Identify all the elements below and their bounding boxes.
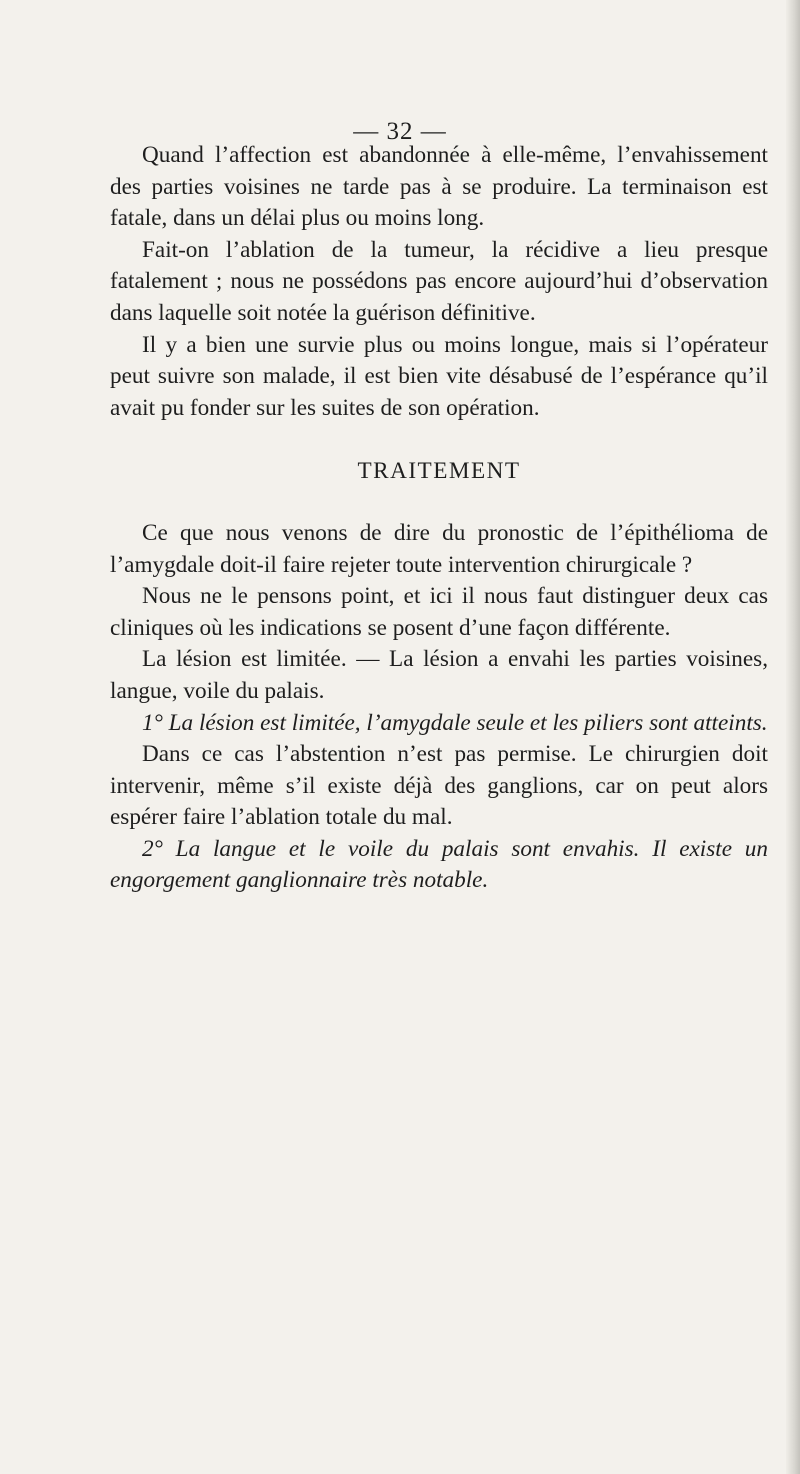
paragraph-1: Quand l’affection est abandonnée à elle-même, l’envahissement des parties voisines ne tarde pas à se produire. La terminaison est fatale, dans un délai plus ou moins long. — [110, 142, 768, 232]
section-paragraph-5: Dans ce cas l’abstention n’est pas permise. Le chirurgien doit intervenir, même s’il existe déjà des ganglions, car on peut alors espérer faire l’ablation totale du mal. — [110, 741, 768, 831]
paragraph-3: Il y a bien une survie plus ou moins longue, mais si l’opérateur peut suivre son malade, il est bien vite désabusé de l’espérance qu’il avait pu fonder sur les suites de son opération. — [110, 331, 768, 421]
page-edge-shadow — [786, 0, 800, 1474]
section-paragraph-2: Nous ne le pensons point, et ici il nous faut distinguer deux cas cliniques où les indications se posent d’une façon différente. — [110, 583, 768, 641]
page-number: — 32 — — [353, 118, 447, 145]
section-paragraph-4: 1° La lésion est limitée, l’amygdale seule et les piliers sont atteints. — [142, 709, 768, 736]
body-text — [110, 140, 768, 897]
section-heading: TRAITEMENT — [357, 458, 521, 485]
section-paragraph-3: La lésion est limitée. — La lésion a envahi les parties voisines, langue, voile du palais. — [110, 646, 768, 704]
section-paragraph-6: 2° La langue et le voile du palais sont envahis. Il existe un engorgement ganglionnaire très notable. — [110, 835, 768, 894]
section-paragraph-1: Ce que nous venons de dire du pronostic de l’épithélioma de l’amygdale doit-il faire rejeter toute intervention chirurgicale ? — [110, 519, 768, 578]
paragraph-2: Fait-on l’ablation de la tumeur, la récidive a lieu presque fatalement ; nous ne possédons pas encore aujourd’hui d’observation dans laquelle soit notée la guérison définitive. — [110, 236, 768, 326]
